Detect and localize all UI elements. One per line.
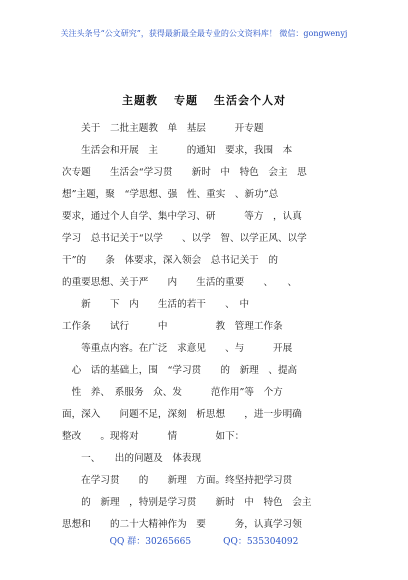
body-line: 学习 总书记关于“以学 、以学 智、以学正风、以学	[62, 233, 307, 244]
qq-number: QQ：535304092	[223, 537, 299, 547]
contact-footer	[0, 534, 408, 547]
title-part-2: 专题	[174, 94, 198, 107]
body-line: 性 养、 系服务 众、发 范作用”等 个方	[62, 387, 283, 398]
body-line: 思想和 的二十大精神作为 要 务，认真学习领	[62, 519, 302, 530]
body-line: 在学习贯 的 新理 方面。终坚持把学习贯	[62, 475, 293, 486]
section-heading: 一、 出的问题及 体表现	[62, 453, 202, 464]
title-part-3: 生活会个人对	[214, 94, 286, 107]
body-line: 关于 二批主题教 单 基层 开专题	[62, 123, 264, 134]
body-line: 想”主题，聚 “学思想、强 性、重实 、新功”总	[62, 189, 279, 200]
body-line: 的 新理 ，特别是学习贯 新时 中 特色 会主	[62, 497, 312, 508]
body-line: 的重要思想、关于严 内 生活的重要 、 、	[62, 277, 298, 288]
document-title	[0, 92, 408, 108]
body-line: 生活会和开展 主 的通知 要求，我围 本	[62, 145, 293, 156]
title-part-1: 主题教	[122, 94, 158, 107]
document-body	[62, 118, 358, 536]
body-line: 次专题 生活会“学习贯 新时 中 特色 会主 思	[62, 167, 307, 178]
body-line: 新 下 内 生活的若干 、 中	[62, 299, 250, 310]
body-line: 工作条 试行 中 教 管理工作条	[62, 321, 283, 332]
body-line: 心 话的基础上，围 “学习贯 的 新理 、提高	[62, 365, 298, 376]
body-line: 干”的 条 体要求，深入领会 总书记关于 的	[62, 255, 278, 266]
body-line: 整改 。现将对 情 如下：	[62, 431, 245, 442]
body-line: 要求，通过个人自学、集中学习、研 等方 ，认真	[62, 211, 302, 222]
promo-banner: 关注头条号“公文研究”，获得最新最全最专业的公文资料库！ 微信：gongwenyj	[60, 29, 348, 38]
body-line: 面，深入 问题不足，深刻 析思想 ，进一步明确	[62, 409, 302, 420]
body-line: 等重点内容。在广泛 求意见 、与 开展	[62, 343, 293, 354]
qq-group-number: QQ 群：30265665	[109, 537, 192, 547]
